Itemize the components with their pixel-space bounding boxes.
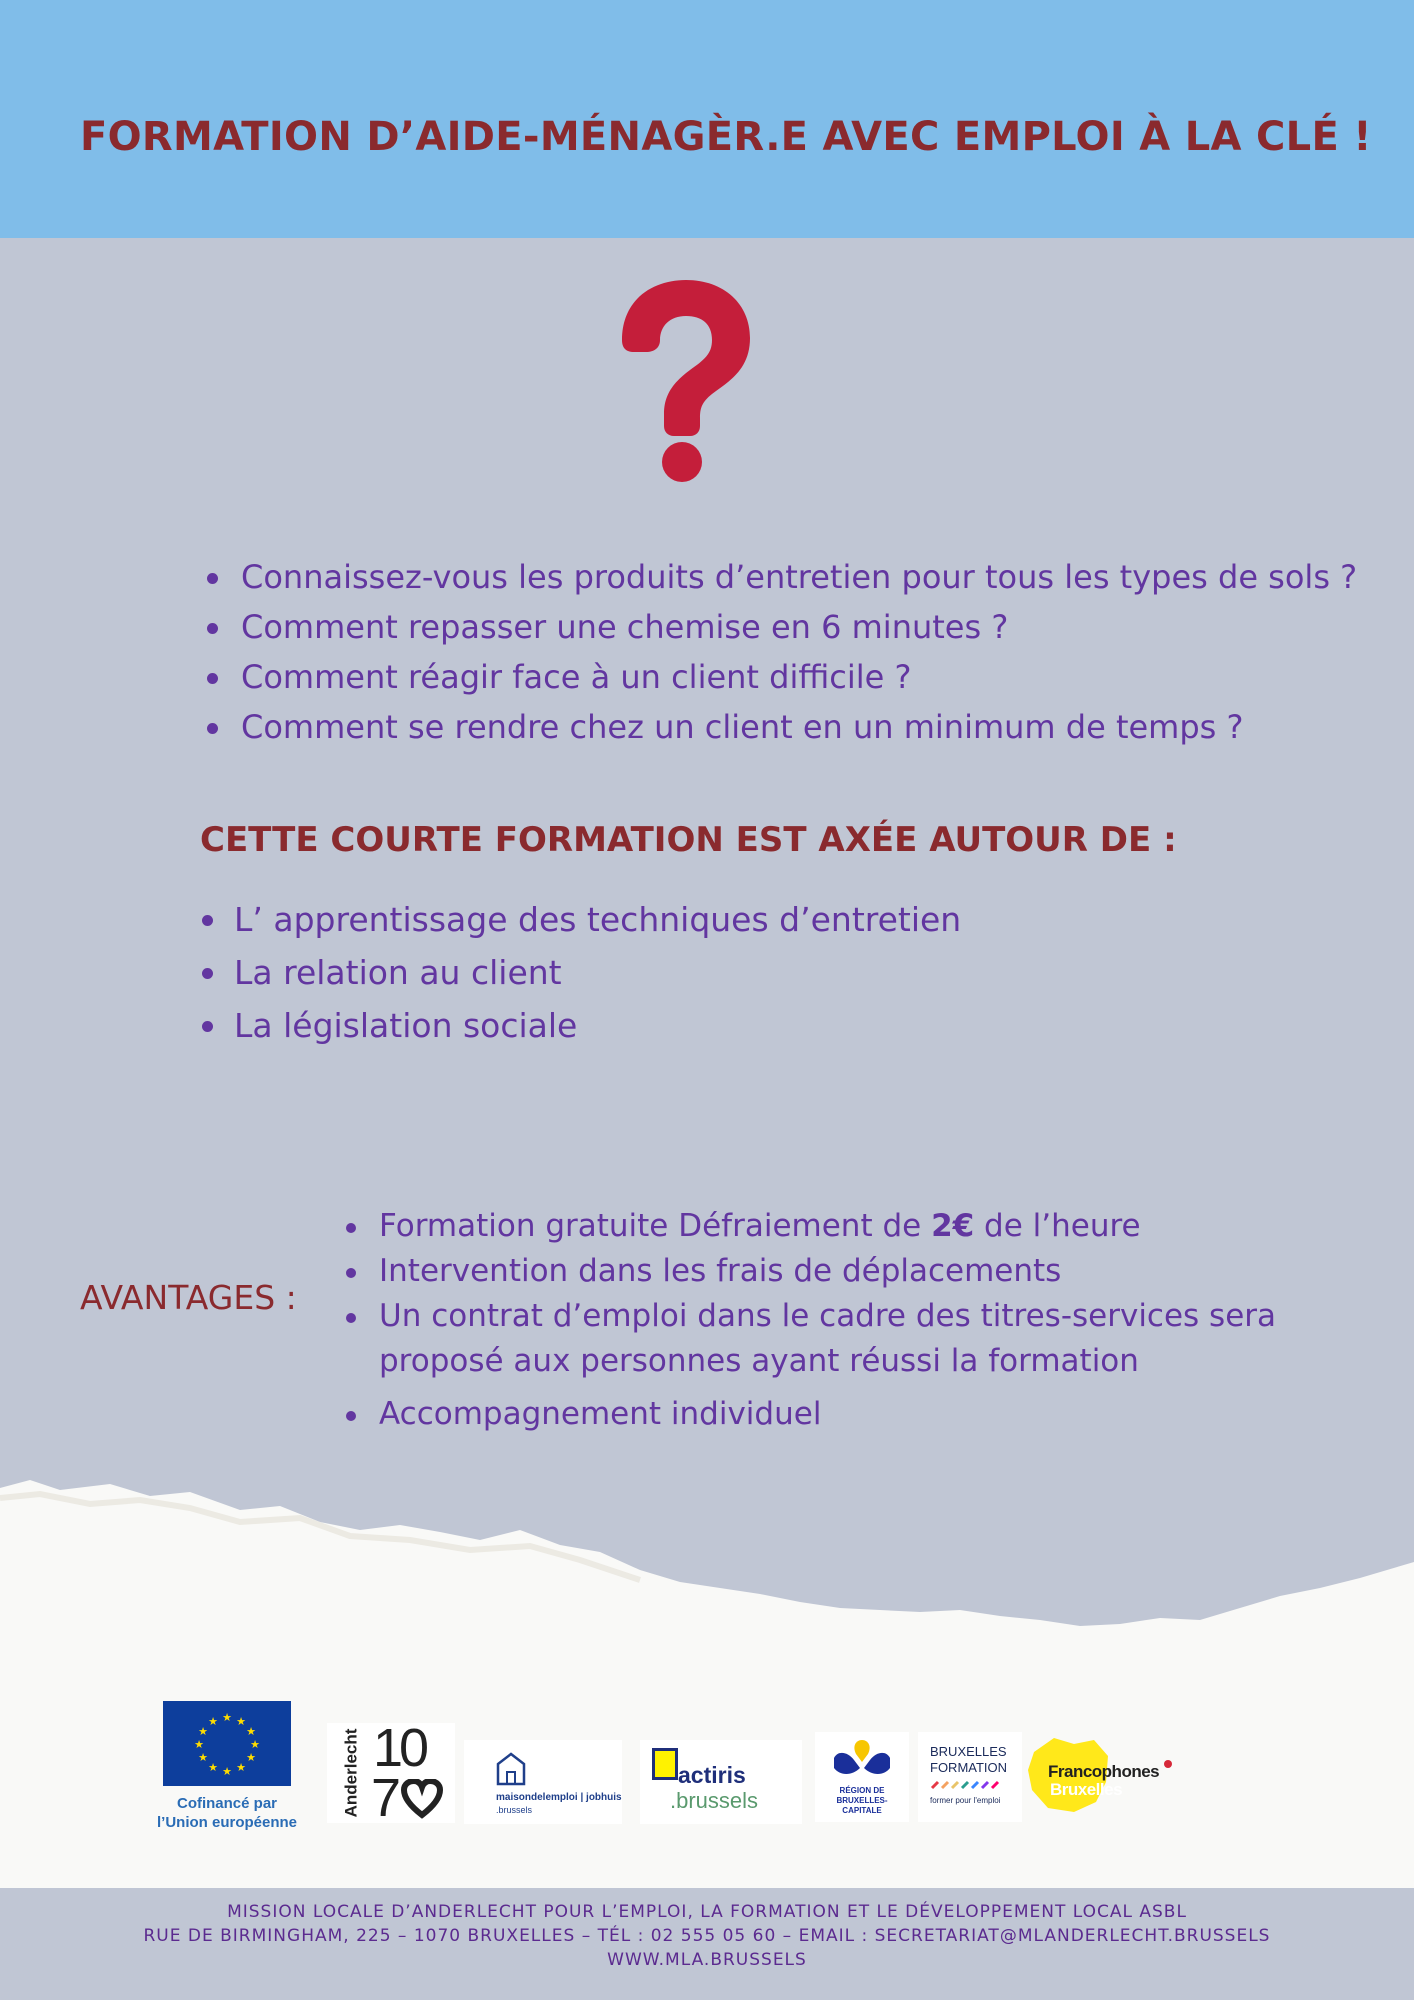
bruxelles-formation-logo — [918, 1732, 1022, 1822]
footer-link[interactable]: WWW.MLA.BRUSSELS — [607, 1950, 807, 1970]
svg-text:★: ★ — [246, 1751, 256, 1764]
region-line: RÉGION DE — [839, 1786, 885, 1795]
anderlecht-word: Anderlecht — [341, 1728, 361, 1818]
svg-text:★: ★ — [236, 1761, 246, 1774]
francophones-logo — [1024, 1732, 1184, 1818]
list-item: Comment réagir face à un client difficile ? — [205, 652, 1357, 702]
list-item: L’ apprentissage des techniques d’entretien — [198, 893, 961, 946]
list-item: Comment repasser une chemise en 6 minutes ? — [205, 602, 1357, 652]
avantage-text: de l’heure — [974, 1208, 1141, 1244]
list-item: Un contrat d’emploi dans le cadre des titres-services sera proposé aux personnes ayant réussi la formation — [342, 1294, 1352, 1384]
franco-line1: Francophones — [1048, 1762, 1160, 1781]
svg-text:★: ★ — [194, 1738, 204, 1751]
svg-text:★: ★ — [198, 1751, 208, 1764]
bf-tagline: former pour l'emploi — [930, 1796, 1001, 1805]
iris-icon — [830, 1736, 894, 1780]
list-item: Comment se rendre chez un client en un minimum de temps ? — [205, 702, 1357, 752]
svg-text:★: ★ — [246, 1725, 256, 1738]
actiris-bottom: .brussels — [670, 1788, 759, 1813]
list-item: La relation au client — [198, 946, 961, 999]
region-line: CAPITALE — [842, 1806, 882, 1815]
avantage-amount: 2€ — [931, 1208, 975, 1244]
svg-text:★: ★ — [198, 1725, 208, 1738]
maison-text: maisondelemploi | jobhuis — [496, 1792, 622, 1803]
footer-line: RUE DE BIRMINGHAM, 225 – 1070 BRUXELLES – TÉL : 02 555 05 60 – EMAIL : SECRETARIAT@MLANDERLECHT.BRUSSELS — [143, 1926, 1271, 1946]
svg-text:★: ★ — [222, 1711, 232, 1724]
svg-text:★: ★ — [236, 1715, 246, 1728]
region-text — [815, 1786, 909, 1816]
svg-text:★: ★ — [208, 1761, 218, 1774]
section-title: CETTE COURTE FORMATION EST AXÉE AUTOUR DE : — [200, 820, 1177, 860]
footer — [0, 1888, 1414, 2000]
actiris-square-icon — [652, 1748, 678, 1780]
list-item: Connaissez-vous les produits d’entretien pour tous les types de sols ? — [205, 552, 1357, 602]
topics-list — [198, 893, 961, 1052]
svg-text:★: ★ — [250, 1738, 260, 1751]
maison-sub: .brussels — [496, 1805, 533, 1815]
eu-caption-line: Cofinancé par — [176, 1795, 278, 1812]
anderlecht-logo — [327, 1718, 455, 1828]
region-logo — [815, 1732, 909, 1822]
region-line: BRUXELLES- — [836, 1796, 888, 1805]
anderlecht-number-bottom: 7 — [371, 1768, 402, 1828]
heart-icon — [401, 1779, 443, 1819]
house-icon — [496, 1752, 526, 1786]
eu-caption — [150, 1794, 304, 1832]
actiris-top: actiris — [678, 1762, 746, 1788]
question-mark-icon — [612, 278, 760, 483]
bf-line2: FORMATION — [930, 1760, 1008, 1775]
eu-flag-icon — [163, 1701, 291, 1786]
actiris-logo — [640, 1740, 802, 1824]
svg-text:★: ★ — [208, 1715, 218, 1728]
list-item — [342, 1204, 1352, 1249]
svg-text:★: ★ — [222, 1765, 232, 1778]
header-banner — [0, 0, 1414, 238]
list-item: Accompagnement individuel — [342, 1392, 1352, 1437]
avantages-list — [342, 1204, 1352, 1437]
footer-line: MISSION LOCALE D’ANDERLECHT POUR L’EMPLOI, LA FORMATION ET LE DÉVELOPPEMENT LOCAL ASBL — [227, 1902, 1187, 1922]
list-item: La législation sociale — [198, 999, 961, 1052]
eu-caption-line: l’Union européenne — [156, 1814, 297, 1831]
avantage-text: Formation gratuite Défraiement de — [379, 1208, 932, 1244]
avantages-label: AVANTAGES : — [80, 1278, 297, 1317]
questions-list — [205, 552, 1357, 752]
franco-line2: Bruxelles — [1050, 1780, 1123, 1799]
franco-dots-icon — [1164, 1760, 1172, 1768]
list-item: Intervention dans les frais de déplacements — [342, 1249, 1352, 1294]
page-title: FORMATION D’AIDE-MÉNAGÈR.E AVEC EMPLOI À LA CLÉ ! — [80, 114, 1372, 160]
bf-line1: BRUXELLES — [930, 1744, 1007, 1759]
anderlecht-number-top: 10 — [373, 1718, 426, 1778]
maisondelemploi-logo — [464, 1740, 622, 1824]
bf-stripes-icon — [930, 1780, 1010, 1790]
